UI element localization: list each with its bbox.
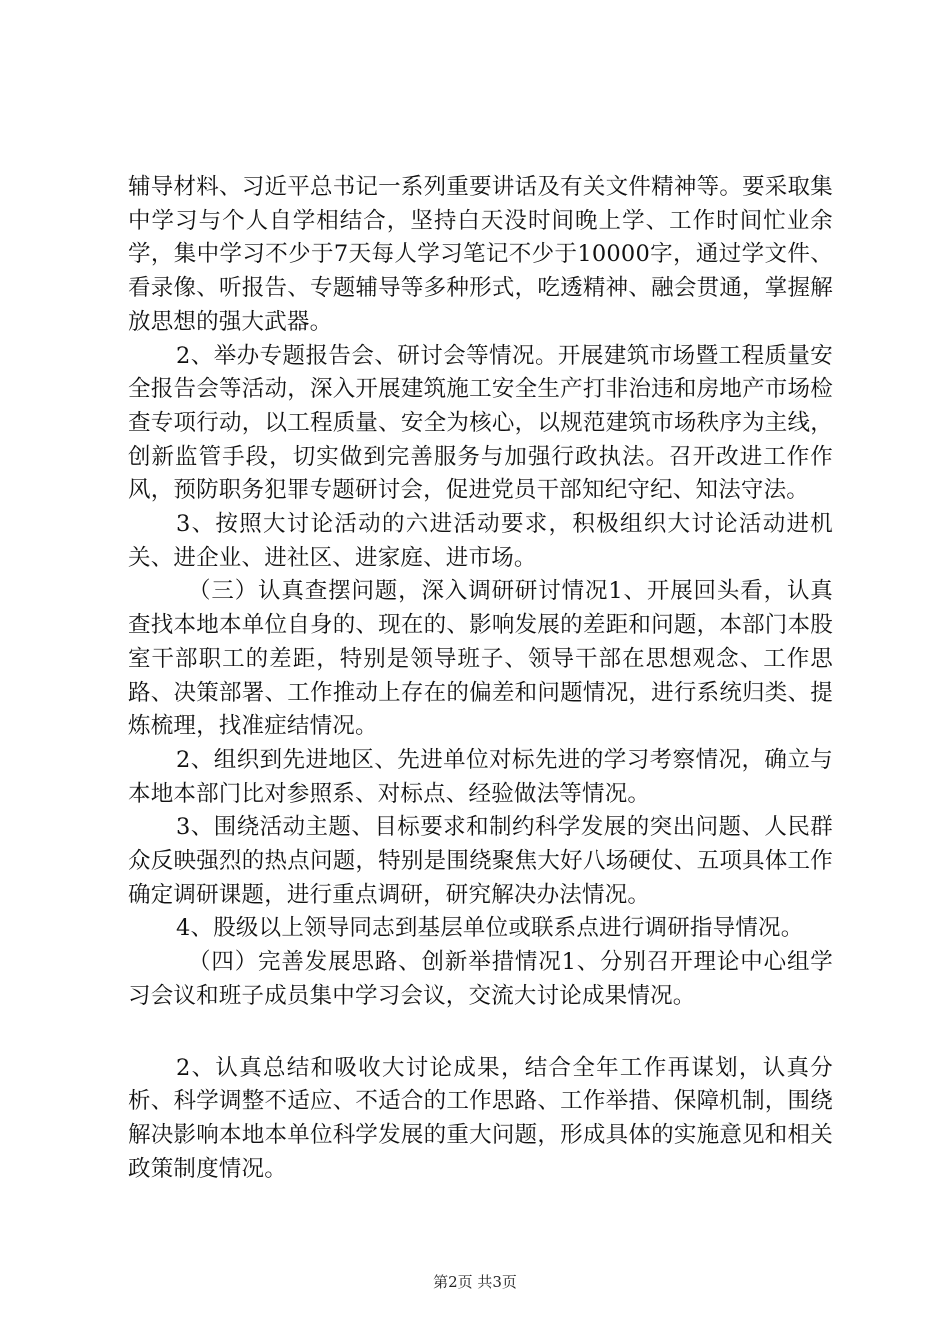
- paragraph-continuation: 辅导材料、习近平总书记一系列重要讲话及有关文件精神等。要采取集中学习与个人自学相结合，坚持白天没时间晚上学、工作时间忙业余学，集中学习不少于7天每人学习笔记不少于10000字，通过学文件、看录像、听报告、专题辅导等多种形式，吃透精神、融会贯通，掌握解放思想的强大武器。: [128, 174, 833, 335]
- paragraph-item-3-six-entries: 3、按照大讨论活动的六进活动要求，积极组织大讨论活动进机关、进企业、进社区、进家庭、进市场。: [128, 511, 833, 571]
- paragraph-item-4-guidance: 4、股级以上领导同志到基层单位或联系点进行调研指导情况。: [176, 915, 804, 942]
- paragraph-section-4-ideas: （四）完善发展思路、创新举措情况1、分别召开理论中心组学习会议和班子成员集中学习会议，交流大讨论成果情况。: [128, 949, 833, 1009]
- paragraph-section-3-problems: （三）认真查摆问题，深入调研研讨情况1、开展回头看，认真查找本地本单位自身的、现在的、影响发展的差距和问题，本部门本股室干部职工的差距，特别是领导班子、领导干部在思想观念、工作思路、决策部署、工作推动上存在的偏差和问题情况，进行系统归类、提炼梳理，找准症结情况。: [128, 578, 833, 740]
- paragraph-spacer: [128, 1014, 833, 1052]
- page-number-footer: 第2页 共3页: [433, 1273, 517, 1291]
- paragraph-item-2-reports: 2、举办专题报告会、研讨会等情况。开展建筑市场暨工程质量安全报告会等活动，深入开展建筑施工安全生产打非治违和房地产市场检查专项行动，以工程质量、安全为核心，以规范建筑市场秩序为主线，创新监管手段，切实做到完善服务与加强行政执法。召开改进工作作风，预防职务犯罪专题研讨会，促进党员干部知纪守纪、知法守法。: [128, 342, 833, 504]
- paragraph-item-2-summary: 2、认真总结和吸收大讨论成果，结合全年工作再谋划，认真分析、科学调整不适应、不适合的工作思路、工作举措、保障机制，围绕解决影响本地本单位科学发展的重大问题，形成具体的实施意见和相关政策制度情况。: [128, 1054, 833, 1182]
- paragraph-item-2-benchmark: 2、组织到先进地区、先进单位对标先进的学习考察情况，确立与本地本部门比对参照系、对标点、经验做法等情况。: [128, 746, 833, 807]
- document-body: [128, 171, 833, 1186]
- paragraph-item-3-research: 3、围绕活动主题、目标要求和制约科学发展的突出问题、人民群众反映强烈的热点问题，特别是围绕聚焦大好八场硬仗、五项具体工作确定调研课题，进行重点调研，研究解决办法情况。: [128, 814, 833, 908]
